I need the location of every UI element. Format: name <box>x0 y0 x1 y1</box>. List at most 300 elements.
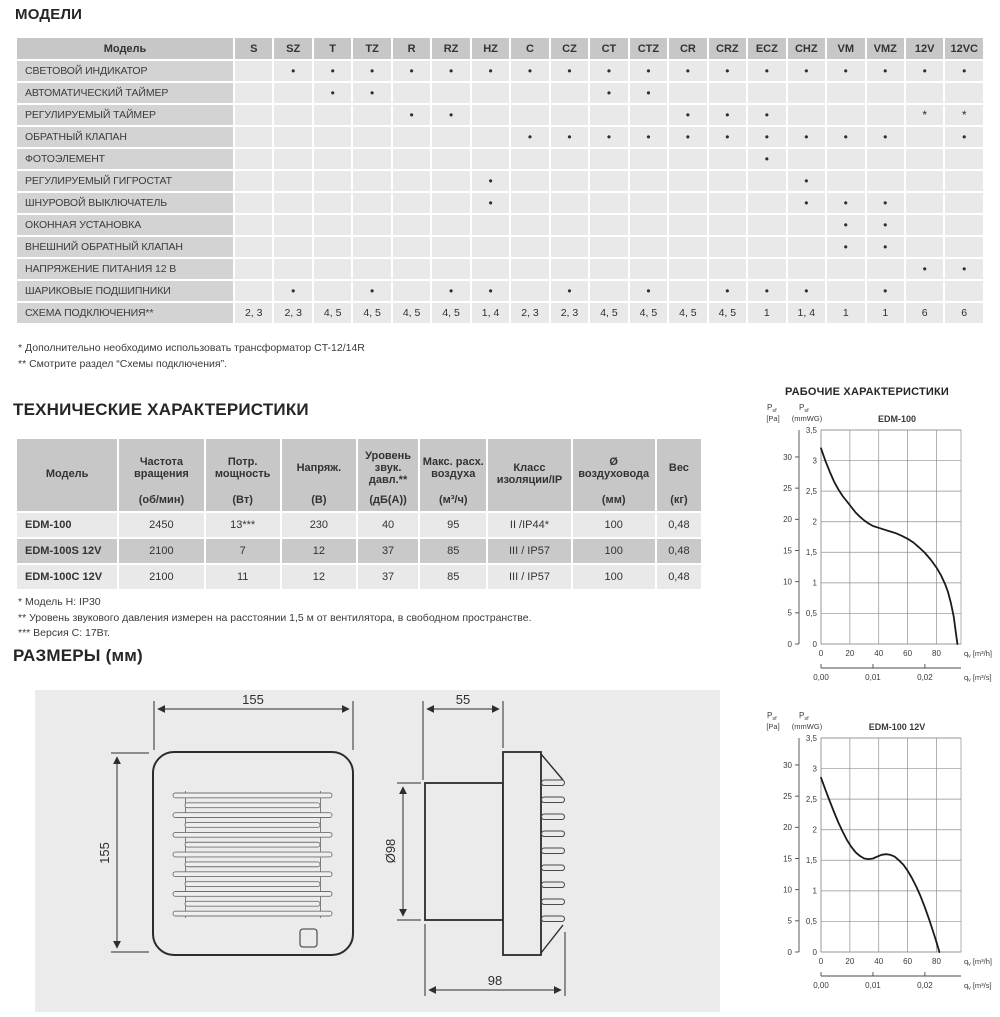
spring-clip-coil <box>542 865 565 871</box>
feature-empty-cell <box>827 171 864 191</box>
feature-empty-cell <box>235 171 272 191</box>
mmwg-tick-label: 3 <box>812 456 817 466</box>
tech-column-header: Уровень звук. давл.** (дБ(А)) <box>358 439 418 511</box>
feature-label: РЕГУЛИРУЕМЫЙ ТАЙМЕР <box>17 105 233 125</box>
feature-dot-cell: • <box>827 237 864 257</box>
feature-empty-cell <box>393 193 430 213</box>
feature-empty-cell <box>590 259 627 279</box>
feature-empty-cell <box>314 105 351 125</box>
feature-empty-cell <box>630 149 667 169</box>
feature-empty-cell <box>945 215 983 235</box>
feature-dot-cell: • <box>945 127 983 147</box>
tech-column-header: Потр. мощность (Вт) <box>206 439 280 511</box>
model-column-header-r: R <box>393 38 430 59</box>
mmwg-tick-label: 3 <box>812 764 817 774</box>
mmwg-tick-label: 2,5 <box>805 794 817 804</box>
model-column-header-cr: CR <box>669 38 706 59</box>
mmwg-tick-label: 2 <box>812 825 817 835</box>
feature-dot-cell: • <box>709 127 746 147</box>
feature-empty-cell <box>353 193 390 213</box>
y-axis-mmwg-unit: (mmWG) <box>791 414 823 423</box>
model-column-header-vmz: VMZ <box>867 38 904 59</box>
models-feature-matrix <box>15 36 985 325</box>
pa-tick-label: 25 <box>783 483 792 493</box>
feature-empty-cell <box>669 149 706 169</box>
feature-empty-cell <box>432 171 469 191</box>
model-column-header-c: C <box>511 38 548 59</box>
model-column-header-crz: CRZ <box>709 38 746 59</box>
feature-empty-cell <box>945 171 983 191</box>
feature-empty-cell <box>314 259 351 279</box>
feature-empty-cell <box>669 193 706 213</box>
feature-dot-cell: • <box>867 215 904 235</box>
feature-dot-cell: • <box>630 127 667 147</box>
feature-dot-cell: • <box>827 215 864 235</box>
model-column-header-rz: RZ <box>432 38 469 59</box>
feature-empty-cell <box>906 281 943 301</box>
m3h-tick-label: 20 <box>845 649 855 658</box>
feature-empty-cell <box>709 171 746 191</box>
feature-value-cell: 4, 5 <box>590 303 627 323</box>
m3s-tick-label: 0,01 <box>865 673 881 682</box>
feature-empty-cell <box>906 215 943 235</box>
feature-empty-cell <box>274 127 311 147</box>
feature-empty-cell <box>709 259 746 279</box>
spec-value-cell: 95 <box>420 513 486 537</box>
feature-label: НАПРЯЖЕНИЕ ПИТАНИЯ 12 В <box>17 259 233 279</box>
feature-empty-cell <box>353 149 390 169</box>
m3s-tick-label: 0,00 <box>813 981 829 990</box>
mmwg-tick-label: 1,5 <box>805 856 817 866</box>
feature-label: ШАРИКОВЫЕ ПОДШИПНИКИ <box>17 281 233 301</box>
feature-empty-cell <box>827 83 864 103</box>
mmwg-tick-label: 0,5 <box>805 917 817 927</box>
tech-table-row <box>17 539 701 563</box>
pa-tick-label: 10 <box>783 885 792 895</box>
feature-empty-cell <box>590 171 627 191</box>
feature-value-cell: 1 <box>748 303 785 323</box>
x-axis-m3h-label: $q_v$ [m³/h] <box>964 957 993 968</box>
feature-empty-cell <box>748 237 785 257</box>
spec-value-cell: III / IP57 <box>488 565 570 589</box>
feature-empty-cell <box>788 105 825 125</box>
feature-empty-cell <box>945 281 983 301</box>
m3s-tick-label: 0,01 <box>865 981 881 990</box>
feature-empty-cell <box>788 83 825 103</box>
spec-value-cell: 37 <box>358 565 418 589</box>
feature-dot-cell: • <box>906 61 943 81</box>
feature-dot-cell: • <box>551 127 588 147</box>
feature-empty-cell <box>432 193 469 213</box>
feature-dot-cell: • <box>314 83 351 103</box>
feature-dot-cell: • <box>393 105 430 125</box>
feature-empty-cell <box>393 171 430 191</box>
feature-row <box>17 171 983 191</box>
feature-empty-cell <box>432 215 469 235</box>
spec-value-cell: 2100 <box>119 565 203 589</box>
feature-label: ФОТОЭЛЕМЕНТ <box>17 149 233 169</box>
m3s-tick-label: 0,02 <box>917 673 933 682</box>
feature-empty-cell <box>709 237 746 257</box>
model-column-header-12v: 12V <box>906 38 943 59</box>
feature-empty-cell <box>551 149 588 169</box>
duct-length-dim-label: 55 <box>455 692 471 707</box>
feature-empty-cell <box>906 171 943 191</box>
feature-empty-cell <box>906 127 943 147</box>
feature-empty-cell <box>551 193 588 213</box>
feature-empty-cell <box>314 171 351 191</box>
dimensions-section-heading: РАЗМЕРЫ (мм) <box>13 646 143 665</box>
feature-empty-cell <box>314 193 351 213</box>
feature-empty-cell <box>669 259 706 279</box>
pa-tick-label: 20 <box>783 515 792 525</box>
pa-tick-label: 30 <box>783 452 792 462</box>
feature-empty-cell <box>235 193 272 213</box>
spring-clip-coil <box>542 814 565 820</box>
feature-empty-cell <box>906 237 943 257</box>
feature-dot-cell: • <box>472 193 509 213</box>
feature-dot-cell: • <box>511 127 548 147</box>
feature-empty-cell <box>235 61 272 81</box>
feature-empty-cell <box>630 237 667 257</box>
feature-empty-cell <box>551 215 588 235</box>
pa-tick-label: 15 <box>783 854 792 864</box>
pa-tick-label: 20 <box>783 823 792 833</box>
pa-tick-label: 0 <box>787 639 792 649</box>
feature-empty-cell <box>511 149 548 169</box>
feature-dot-cell: • <box>472 281 509 301</box>
footnote: * Модель H: IP30 <box>18 596 101 608</box>
m3h-tick-label: 80 <box>932 957 941 966</box>
chart-title: EDM-100 <box>877 414 917 424</box>
feature-empty-cell <box>235 237 272 257</box>
feature-row <box>17 281 983 301</box>
feature-empty-cell <box>788 215 825 235</box>
front-width-dim-label: 155 <box>242 692 264 707</box>
feature-empty-cell <box>353 105 390 125</box>
m3h-tick-label: 80 <box>932 649 941 658</box>
feature-empty-cell <box>945 149 983 169</box>
feature-empty-cell <box>472 237 509 257</box>
feature-empty-cell <box>353 171 390 191</box>
y-axis-pa-symbol: $P_{sf}$ <box>767 711 777 722</box>
feature-dot-cell: • <box>472 171 509 191</box>
spec-value-cell: 0,48 <box>657 539 701 563</box>
feature-dot-cell: • <box>748 149 785 169</box>
mmwg-tick-label: 3,5 <box>805 733 817 743</box>
spring-clip-coil <box>542 797 565 803</box>
tech-specs-table <box>15 437 703 591</box>
feature-empty-cell <box>511 105 548 125</box>
feature-value-cell: 4, 5 <box>709 303 746 323</box>
performance-chart-edm-100 <box>757 398 999 703</box>
m3h-tick-label: 20 <box>845 957 855 966</box>
mmwg-tick-label: 3,5 <box>805 425 817 435</box>
feature-dot-cell: • <box>788 171 825 191</box>
grille-slat <box>173 852 332 857</box>
feature-value-cell: 4, 5 <box>432 303 469 323</box>
feature-empty-cell <box>274 105 311 125</box>
models-header-row <box>17 38 983 59</box>
feature-empty-cell <box>511 259 548 279</box>
feature-row <box>17 303 983 323</box>
feature-empty-cell <box>748 171 785 191</box>
chart-title: EDM-100 12V <box>868 722 926 732</box>
feature-dot-cell: • <box>748 105 785 125</box>
feature-row <box>17 237 983 257</box>
feature-empty-cell <box>432 259 469 279</box>
x-axis-m3s-label: $q_v$ [m³/s] <box>964 981 992 992</box>
feature-value-cell: * <box>945 105 983 125</box>
feature-dot-cell: • <box>590 83 627 103</box>
tech-column-header: Макс. расх. воздуха (м³/ч) <box>420 439 486 511</box>
performance-curve <box>821 448 957 644</box>
mmwg-tick-label: 1,5 <box>805 548 817 558</box>
mmwg-tick-label: 0,5 <box>805 609 817 619</box>
spec-value-cell: 230 <box>282 513 356 537</box>
feature-empty-cell <box>906 193 943 213</box>
feature-empty-cell <box>788 259 825 279</box>
feature-empty-cell <box>274 237 311 257</box>
feature-empty-cell <box>393 281 430 301</box>
feature-empty-cell <box>669 83 706 103</box>
feature-dot-cell: • <box>551 61 588 81</box>
grille-slat <box>185 901 320 906</box>
model-column-header-12vc: 12VC <box>945 38 983 59</box>
spring-clip-coil <box>542 780 565 786</box>
feature-value-cell: 6 <box>906 303 943 323</box>
feature-empty-cell <box>511 237 548 257</box>
grille-slat <box>173 793 332 798</box>
model-column-header-hz: HZ <box>472 38 509 59</box>
feature-label: ОБРАТНЫЙ КЛАПАН <box>17 127 233 147</box>
feature-empty-cell <box>432 237 469 257</box>
spec-value-cell: 12 <box>282 565 356 589</box>
grille-slat <box>173 832 332 837</box>
tech-section-heading: ТЕХНИЧЕСКИЕ ХАРАКТЕРИСТИКИ <box>13 400 309 419</box>
grille-slat <box>185 842 320 847</box>
pa-tick-label: 5 <box>787 916 792 926</box>
feature-dot-cell: • <box>748 127 785 147</box>
model-column-header-sz: SZ <box>274 38 311 59</box>
feature-empty-cell <box>353 259 390 279</box>
m3s-axis <box>821 972 961 976</box>
feature-empty-cell <box>551 171 588 191</box>
feature-dot-cell: • <box>827 61 864 81</box>
footnote: *** Версия C: 17Вт. <box>18 627 110 639</box>
footnote: * Дополнительно необходимо использовать трансформатор CT-12/14R <box>18 342 365 354</box>
pa-tick-label: 30 <box>783 760 792 770</box>
feature-dot-cell: • <box>788 61 825 81</box>
feature-value-cell: 2, 3 <box>235 303 272 323</box>
spring-clip-coil <box>542 831 565 837</box>
feature-dot-cell: • <box>314 61 351 81</box>
feature-value-cell: 1, 4 <box>472 303 509 323</box>
y-axis-pa-symbol: $P_{sf}$ <box>767 403 777 414</box>
spec-value-cell: II /IP44* <box>488 513 570 537</box>
feature-empty-cell <box>274 215 311 235</box>
tech-column-header: Частота вращения (об/мин) <box>119 439 203 511</box>
feature-empty-cell <box>511 215 548 235</box>
feature-empty-cell <box>669 281 706 301</box>
feature-empty-cell <box>748 193 785 213</box>
feature-empty-cell <box>274 83 311 103</box>
feature-empty-cell <box>906 83 943 103</box>
tech-column-header: Вес (кг) <box>657 439 701 511</box>
performance-curve <box>821 778 939 952</box>
feature-dot-cell: • <box>630 61 667 81</box>
feature-empty-cell <box>393 149 430 169</box>
feature-dot-cell: • <box>906 259 943 279</box>
y-axis-pa-unit: [Pa] <box>766 414 780 423</box>
feature-empty-cell <box>235 127 272 147</box>
feature-empty-cell <box>511 83 548 103</box>
feature-dot-cell: • <box>748 281 785 301</box>
feature-value-cell: 4, 5 <box>314 303 351 323</box>
feature-empty-cell <box>235 83 272 103</box>
feature-dot-cell: • <box>867 193 904 213</box>
feature-empty-cell <box>788 149 825 169</box>
tech-table-row <box>17 565 701 589</box>
total-depth-dim-label: 98 <box>487 973 503 988</box>
tech-table-row <box>17 513 701 537</box>
m3h-tick-label: 60 <box>903 957 913 966</box>
feature-dot-cell: • <box>432 105 469 125</box>
m3h-tick-label: 60 <box>903 649 913 658</box>
feature-empty-cell <box>314 149 351 169</box>
spec-value-cell: 0,48 <box>657 513 701 537</box>
feature-empty-cell <box>867 105 904 125</box>
feature-empty-cell <box>590 215 627 235</box>
feature-empty-cell <box>669 215 706 235</box>
spec-value-cell: 85 <box>420 539 486 563</box>
grille-slat <box>173 813 332 818</box>
feature-empty-cell <box>314 127 351 147</box>
feature-empty-cell <box>748 259 785 279</box>
pa-tick-label: 5 <box>787 608 792 618</box>
feature-dot-cell: • <box>788 281 825 301</box>
feature-empty-cell <box>945 83 983 103</box>
dimensions-drawing <box>35 690 720 1012</box>
feature-empty-cell <box>235 215 272 235</box>
feature-empty-cell <box>590 281 627 301</box>
x-axis-m3s-label: $q_v$ [m³/s] <box>964 673 992 684</box>
m3s-tick-label: 0,00 <box>813 673 829 682</box>
m3h-tick-label: 0 <box>818 957 824 966</box>
feature-dot-cell: • <box>867 281 904 301</box>
spec-value-cell: 100 <box>573 539 655 563</box>
grille-slat <box>185 823 320 828</box>
feature-empty-cell <box>590 105 627 125</box>
feature-dot-cell: • <box>669 127 706 147</box>
feature-row <box>17 83 983 103</box>
model-name-cell: EDM-100C 12V <box>17 565 117 589</box>
tech-column-header: Напряж. (В) <box>282 439 356 511</box>
performance-section-heading: РАБОЧИЕ ХАРАКТЕРИСТИКИ <box>785 386 950 398</box>
feature-empty-cell <box>472 105 509 125</box>
feature-empty-cell <box>551 259 588 279</box>
tech-footnotes <box>18 595 532 642</box>
pa-tick-label: 25 <box>783 791 792 801</box>
feature-row <box>17 259 983 279</box>
model-name-cell: EDM-100 <box>17 513 117 537</box>
feature-empty-cell <box>590 149 627 169</box>
feature-row <box>17 105 983 125</box>
feature-empty-cell <box>393 83 430 103</box>
m3s-tick-label: 0,02 <box>917 981 933 990</box>
tech-column-header: Ø воздуховода (мм) <box>573 439 655 511</box>
spec-value-cell: III / IP57 <box>488 539 570 563</box>
fan-side-view <box>425 752 565 955</box>
feature-empty-cell <box>669 237 706 257</box>
feature-value-cell: 4, 5 <box>669 303 706 323</box>
models-header-model: Модель <box>17 38 233 59</box>
feature-dot-cell: • <box>945 61 983 81</box>
feature-dot-cell: • <box>669 61 706 81</box>
model-column-header-ctz: CTZ <box>630 38 667 59</box>
spec-value-cell: 7 <box>206 539 280 563</box>
feature-empty-cell <box>274 149 311 169</box>
feature-dot-cell: • <box>551 281 588 301</box>
spec-value-cell: 100 <box>573 565 655 589</box>
feature-empty-cell <box>274 193 311 213</box>
feature-dot-cell: • <box>945 259 983 279</box>
feature-empty-cell <box>353 215 390 235</box>
feature-empty-cell <box>669 171 706 191</box>
feature-empty-cell <box>827 259 864 279</box>
feature-empty-cell <box>867 259 904 279</box>
feature-dot-cell: • <box>788 193 825 213</box>
model-column-header-t: T <box>314 38 351 59</box>
feature-empty-cell <box>235 281 272 301</box>
feature-empty-cell <box>393 127 430 147</box>
feature-value-cell: 2, 3 <box>511 303 548 323</box>
feature-empty-cell <box>472 149 509 169</box>
spring-clip-coil <box>542 916 565 922</box>
spring-clip-coil <box>542 899 565 905</box>
feature-empty-cell <box>551 83 588 103</box>
feature-empty-cell <box>274 171 311 191</box>
feature-empty-cell <box>630 215 667 235</box>
feature-empty-cell <box>314 281 351 301</box>
feature-dot-cell: • <box>353 281 390 301</box>
feature-empty-cell <box>235 149 272 169</box>
feature-dot-cell: • <box>748 61 785 81</box>
feature-label: РЕГУЛИРУЕМЫЙ ГИГРОСТАТ <box>17 171 233 191</box>
pa-tick-label: 10 <box>783 577 792 587</box>
feature-dot-cell: • <box>353 61 390 81</box>
feature-empty-cell <box>551 237 588 257</box>
feature-empty-cell <box>274 259 311 279</box>
model-column-header-ecz: ECZ <box>748 38 785 59</box>
mmwg-tick-label: 0 <box>812 947 817 957</box>
duct-diameter-dim-label: Ø98 <box>383 838 398 864</box>
mmwg-tick-label: 1 <box>812 886 817 896</box>
chart-grid <box>821 430 961 644</box>
spec-value-cell: 0,48 <box>657 565 701 589</box>
feature-value-cell: 1 <box>827 303 864 323</box>
spec-value-cell: 85 <box>420 565 486 589</box>
feature-value-cell: 4, 5 <box>630 303 667 323</box>
spring-clip-coil <box>542 848 565 854</box>
feature-dot-cell: • <box>393 61 430 81</box>
tech-column-header: Модель <box>17 439 117 511</box>
grille-slat <box>185 882 320 887</box>
feature-dot-cell: • <box>590 61 627 81</box>
feature-empty-cell <box>235 105 272 125</box>
feature-empty-cell <box>511 281 548 301</box>
feature-value-cell: 2, 3 <box>551 303 588 323</box>
